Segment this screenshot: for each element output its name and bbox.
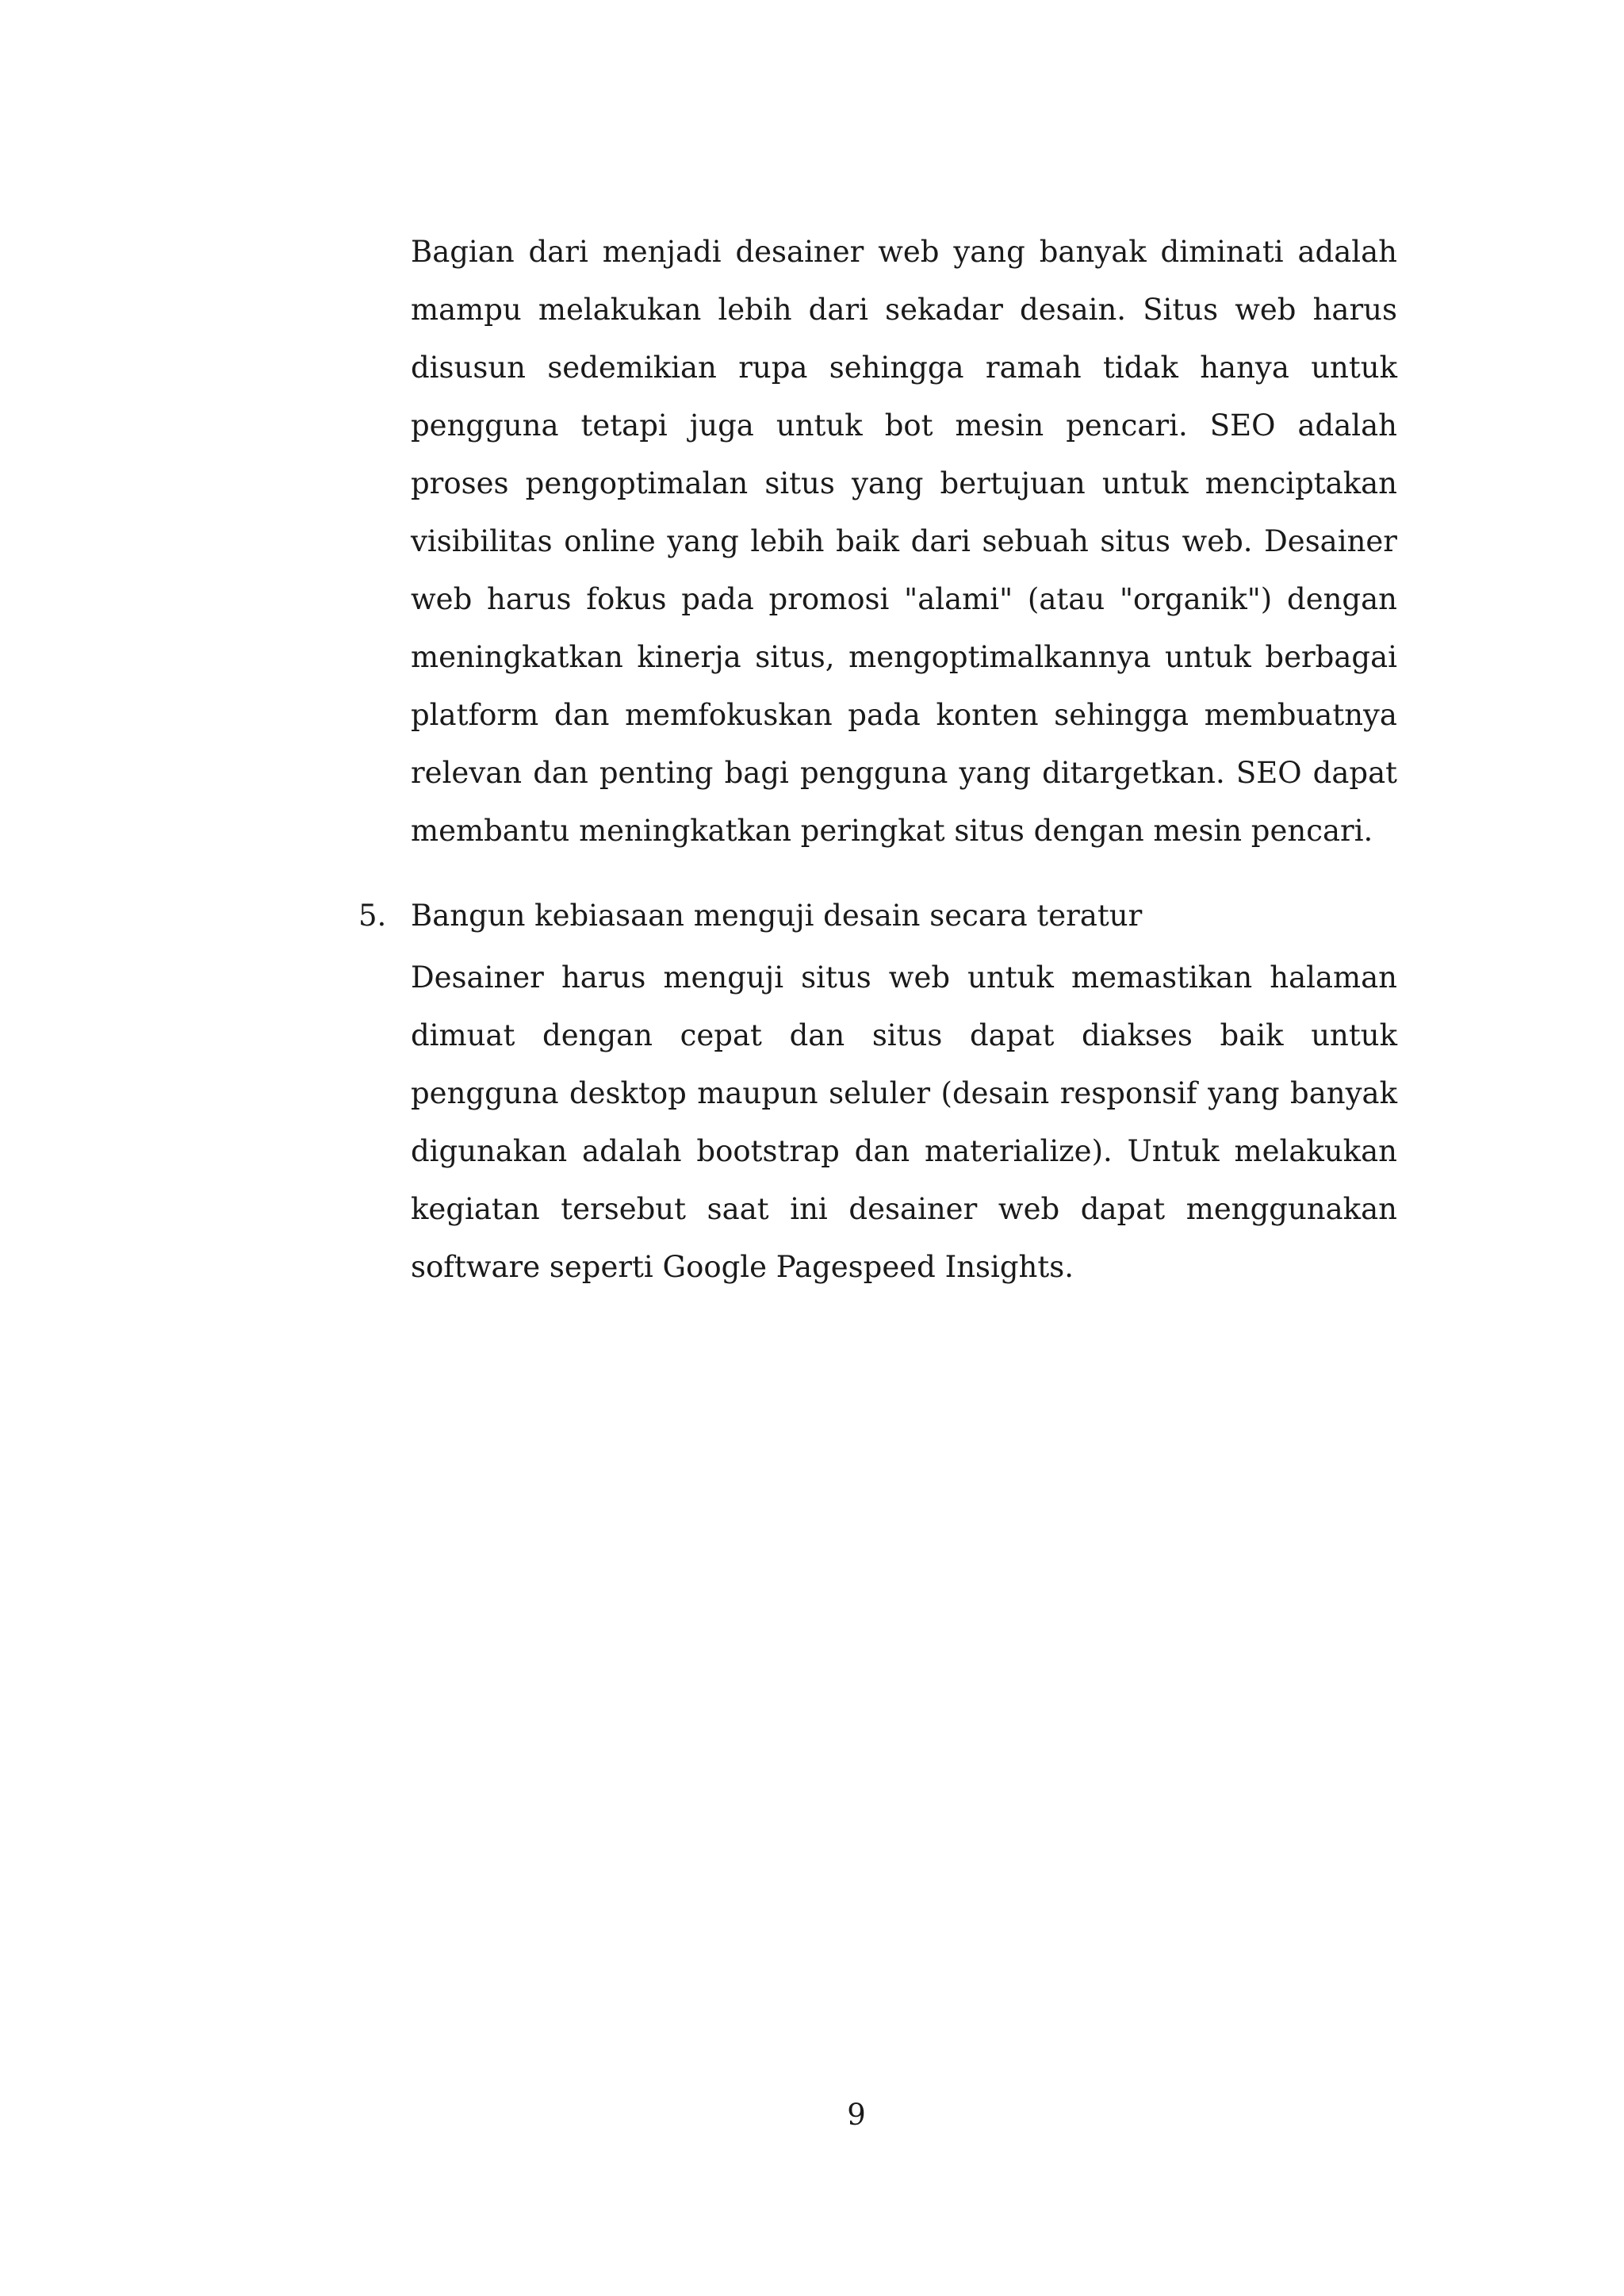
page-number: 9 bbox=[847, 2098, 866, 2132]
body-paragraph-seo: Bagian dari menjadi desainer web yang banyak diminati adalah mampu melakukan lebih dari sekadar desain. Situs web harus disusun sedemikian rupa sehingga ramah tidak hanya untuk pengguna tetapi juga untuk bot mesin pencari. SEO adalah proses pengoptimalan situs yang bertujuan untuk menciptakan visibilitas online yang lebih baik dari sebuah situs web. Desainer web harus fokus pada promosi "alami" (atau "organik") dengan meningkatkan kinerja situs, mengoptimalkannya untuk berbagai platform dan memfokuskan pada konten sehingga membuatnya relevan dan penting bagi pengguna yang ditargetkan. SEO dapat membantu meningkatkan peringkat situs dengan mesin pencari. bbox=[411, 235, 1397, 848]
list-item-number: 5. bbox=[358, 899, 387, 933]
body-paragraph-testing: Desainer harus menguji situs web untuk memastikan halaman dimuat dengan cepat dan situs dapat diakses baik untuk pengguna desktop maupun seluler (desain responsif yang banyak digunakan adalah bootstrap dan materialize). Untuk melakukan kegiatan tersebut saat ini desainer web dapat menggunakan software seperti Google Pagespeed Insights. bbox=[411, 960, 1397, 1284]
list-item-title: Bangun kebiasaan menguji desain secara teratur bbox=[411, 899, 1143, 933]
